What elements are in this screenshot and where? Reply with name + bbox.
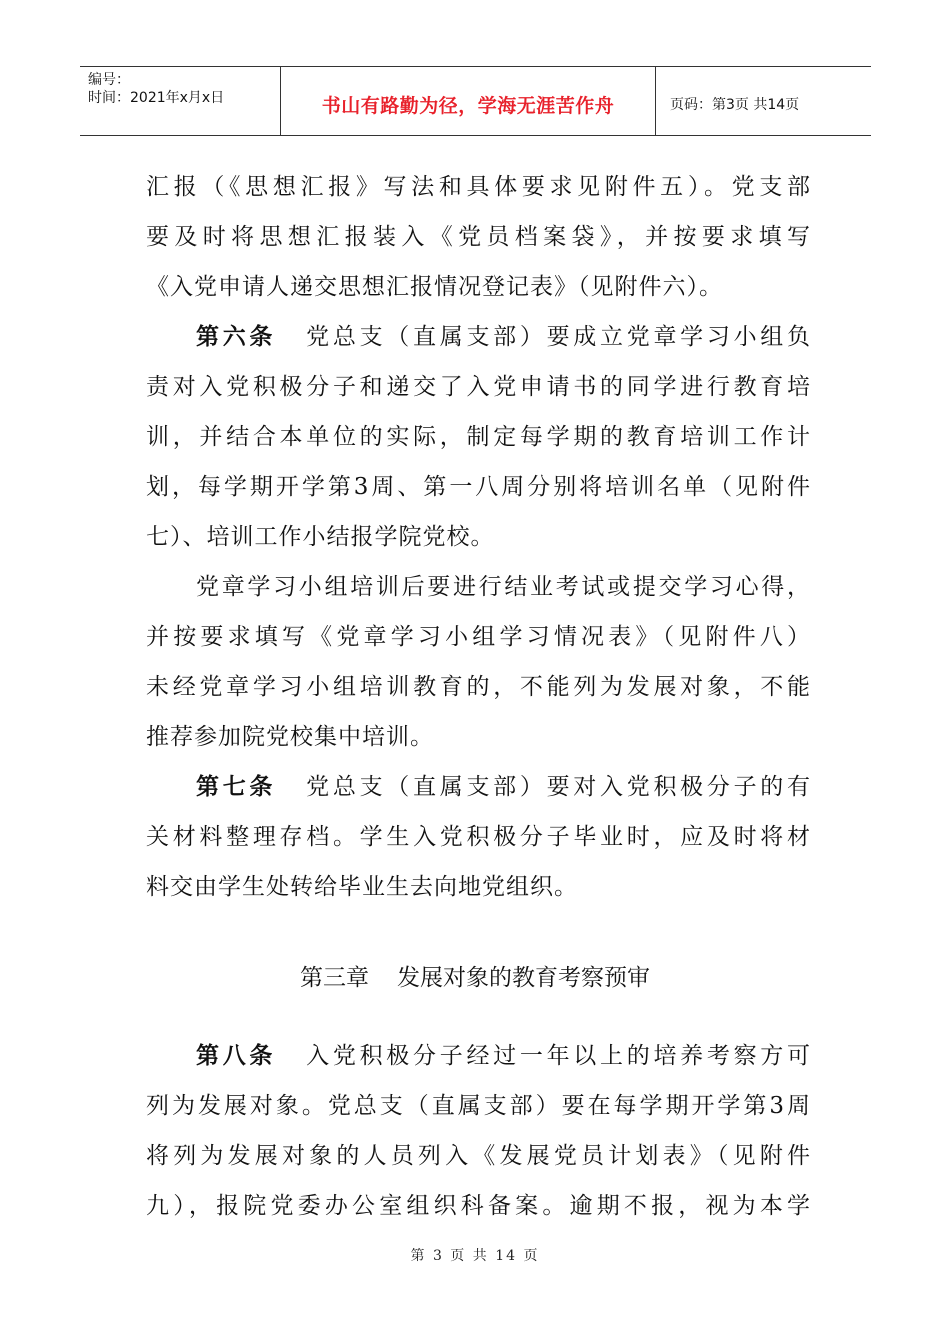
article-7-first-line xyxy=(146,762,811,812)
document-time-label: 时间：2021年x月x日 xyxy=(88,90,225,106)
paragraph-line: 划，每学期开学第3周、第一八周分别将培训名单（见附件 xyxy=(146,474,811,500)
paragraph-line: 九），报院党委办公室组织科备案。逾期不报，视为本学 xyxy=(146,1193,811,1219)
paragraph-line: 将列为发展对象的人员列入《发展党员计划表》（见附件 xyxy=(146,1143,811,1169)
paragraph-line: 《入党申请人递交思想汇报情况登记表》（见附件六）。 xyxy=(146,274,723,300)
paragraph-line: 推荐参加院党校集中培训。 xyxy=(146,724,434,750)
paragraph-line: 关材料整理存档。学生入党积极分子毕业时，应及时将材 xyxy=(146,824,811,850)
paragraph-line: 训，并结合本单位的实际，制定每学期的教育培训工作计 xyxy=(146,424,811,450)
article-7-text: 党总支（直属支部）要对入党积极分子的有 xyxy=(306,774,812,800)
article-6-first-line xyxy=(146,312,811,362)
article-6-text: 党总支（直属支部）要成立党章学习小组负 xyxy=(306,324,812,350)
header-page-info: 页码：第3页 共14页 xyxy=(670,97,800,113)
chapter-heading xyxy=(0,958,950,998)
paragraph-line: 料交由学生处转给毕业生去向地党组织。 xyxy=(146,874,578,900)
header-motto: 书山有路勤为径，学海无涯苦作舟 xyxy=(281,67,656,135)
article-8-first-line xyxy=(146,1031,811,1081)
paragraph-line: 责对入党积极分子和递交了入党申请书的同学进行教育培 xyxy=(146,374,811,400)
chapter-number: 第三章 xyxy=(300,965,369,991)
header-meta xyxy=(80,67,281,135)
page-footer: 第 3 页 共 14 页 xyxy=(410,1248,540,1264)
document-body xyxy=(146,162,811,912)
document-number-label: 编号： xyxy=(88,72,130,88)
article-6-heading: 第六条 xyxy=(196,324,277,350)
article-8-text: 入党积极分子经过一年以上的培养考察方可 xyxy=(306,1043,812,1069)
document-body-continued xyxy=(146,1031,811,1231)
paragraph-line: 七）、培训工作小结报学院党校。 xyxy=(146,524,495,550)
article-8-heading: 第八条 xyxy=(196,1043,277,1069)
article-7-heading: 第七条 xyxy=(196,774,277,800)
chapter-title: 发展对象的教育考察预审 xyxy=(397,965,650,991)
paragraph-line: 要及时将思想汇报装入《党员档案袋》，并按要求填写 xyxy=(146,224,811,250)
paragraph-line: 未经党章学习小组培训教育的，不能列为发展对象，不能 xyxy=(146,674,811,700)
paragraph-line: 党章学习小组培训后要进行结业考试或提交学习心得， xyxy=(196,574,811,600)
paragraph-line: 列为发展对象。党总支（直属支部）要在每学期开学第3周 xyxy=(146,1093,811,1119)
paragraph-line: 汇报（《思想汇报》写法和具体要求见附件五）。党支部 xyxy=(146,174,811,200)
paragraph-line: 并按要求填写《党章学习小组学习情况表》（见附件八） xyxy=(146,624,811,650)
page-header xyxy=(80,66,871,136)
